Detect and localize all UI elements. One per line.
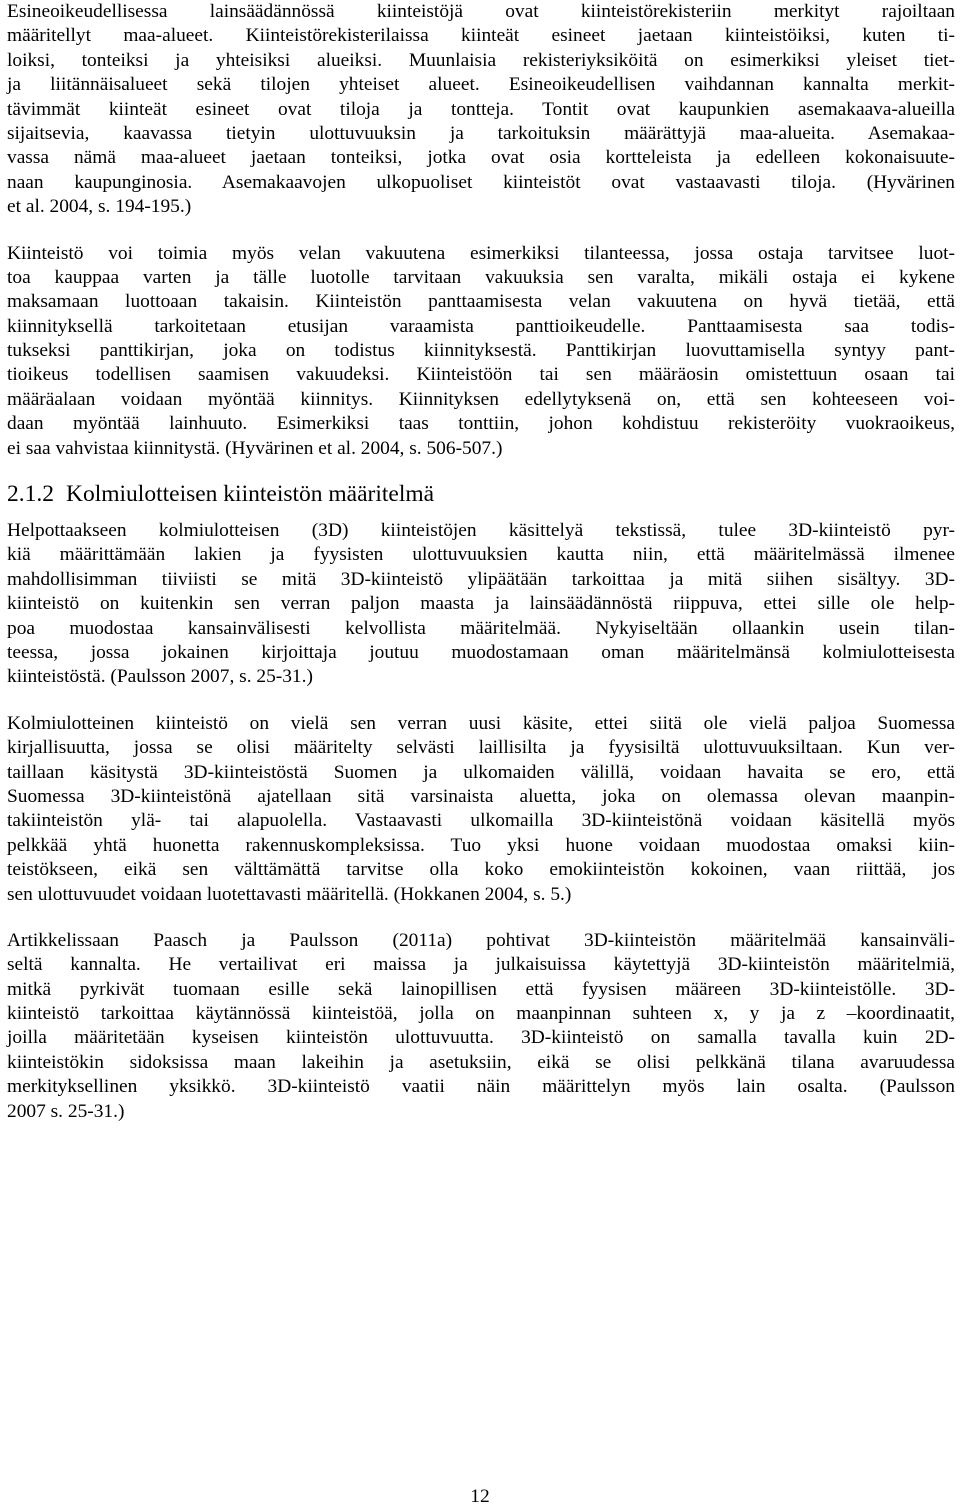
- text-line: naan kaupunginosia. Asemakaavojen ulkopuoliset kiinteistöt ovat vastaavasti tiloja. (Hyvärinen: [7, 171, 955, 193]
- text-line: loiksi, tonteiksi ja yhteisiksi alueiksi. Muunlaisia rekisteriyksiköitä on esimerkiksi yleiset tiet-: [7, 49, 955, 71]
- text-line: merkityksellinen yksikkö. 3D-kiinteistö vaatii näin määrittelyn myös lain osalta. (Paulsson: [7, 1076, 955, 1098]
- text-line: määräalaan voidaan myöntää kiinnitys. Kiinnityksen edellytyksenä on, että sen kohteeseen voi-: [7, 388, 955, 410]
- text-line: mitkä pyrkivät tuomaan esille sekä lainopillisen että fyysisen määreen 3D-kiinteistölle. 3D-: [7, 978, 955, 1000]
- paragraph-3d-international: [7, 929, 955, 1124]
- section-title: Kolmiulotteisen kiinteistön määritelmä: [66, 481, 435, 508]
- text-line: 2007 s. 25-31.): [7, 1100, 125, 1122]
- text-line: et al. 2004, s. 194-195.): [7, 196, 192, 218]
- text-line: kiinteistökin sidoksissa maan lakeihin ja asetuksiin, eikä se olisi pelkkänä tilana avaruudessa: [7, 1051, 955, 1073]
- section-number: 2.1.2: [7, 481, 54, 508]
- text-line: kiä määrittämään lakien ja fyysisten ulottuvuuksien kautta niin, että määritelmässä ilmenee: [7, 544, 955, 566]
- paragraph-mortgage: [7, 242, 955, 462]
- text-line: kirjallisuutta, jossa se olisi määritelty selvästi laillisilta ja fyysisiltä ulottuvuuksiltaan. Kun ver-: [7, 737, 955, 759]
- paragraph-real-property-definition: [7, 0, 955, 220]
- text-line: Helpottaakseen kolmiulotteisen (3D) kiinteistöjen käsittelyä tekstissä, tulee 3D-kiinteistö pyr-: [7, 520, 955, 542]
- text-line: ei saa vahvistaa kiinnitystä. (Hyvärinen et al. 2004, s. 506-507.): [7, 437, 503, 459]
- text-line: joilla määritetään kyseisen kiinteistön ulottuvuutta. 3D-kiinteistö on samalla tavalla kuin 2D-: [7, 1027, 955, 1049]
- text-line: tioikeus todellisen saamisen vakuudeksi. Kiinteistöön tai sen määräosin omistettuun osaan tai: [7, 364, 955, 386]
- text-line: määritellyt maa-alueet. Kiinteistörekisterilaissa kiinteät esineet jaetaan kiinteistöiksi, kuten ti-: [7, 25, 955, 47]
- text-line: mahdollisimman tiiviisti se mitä 3D-kiinteistö ylipäätään tarkoittaa ja mitä siihen sisältyy. 3D-: [7, 568, 955, 590]
- text-line: maksamaan luottoaan takaisin. Kiinteistön panttaamisesta velan vakuutena on hyvä tietää, että: [7, 291, 955, 313]
- paragraph-3d-intro: [7, 519, 955, 690]
- document-page: [7, 0, 955, 1124]
- text-line: ja liitännäisalueet sekä tilojen yhteiset alueet. Esineoikeudellisen vaihdannan kannalta merkit-: [7, 74, 955, 96]
- text-line: pelkkää yhtä huonetta rakennuskompleksissa. Tuo yksi huone voidaan muodostaa omaksi kiin-: [7, 834, 955, 856]
- paragraph-3d-finland: [7, 712, 955, 907]
- text-line: teessa, jossa jokainen kirjoittaja joutuu muodostamaan oman määritelmänsä kolmiulotteisesta: [7, 641, 955, 663]
- text-line: takiinteistön ylä- tai alapuolella. Vastaavasti ulkomailla 3D-kiinteistönä voidaan käsitellä myös: [7, 810, 955, 832]
- text-line: Suomessa 3D-kiinteistönä ajatellaan sitä varsinaista aluetta, joka on olemassa olevan maanpin-: [7, 785, 955, 807]
- text-line: tävimmät kiinteät esineet ovat tiloja ja tontteja. Tontit ovat kaupunkien asemakaava-alueilla: [7, 98, 955, 120]
- text-line: kiinteistöstä. (Paulsson 2007, s. 25-31.): [7, 666, 313, 688]
- text-line: tukseksi panttikirjan, joka on todistus kiinnityksestä. Panttikirjan luovuttamisella syntyy pant-: [7, 340, 955, 362]
- text-line: kiinteistö tarkoittaa käytännössä kiinteistöä, jolla on maanpinnan suhteen x, y ja z –koordinaatit,: [7, 1003, 955, 1025]
- text-line: seltä kannalta. He vertailivat eri maissa ja julkaisuissa käytettyjä 3D-kiinteistön määritelmiä,: [7, 954, 955, 976]
- text-line: Esineoikeudellisessa lainsäädännössä kiinteistöjä ovat kiinteistörekisteriin merkityt rajoiltaan: [7, 1, 955, 22]
- text-line: Artikkelissaan Paasch ja Paulsson (2011a) pohtivat 3D-kiinteistön määritelmää kansainväli-: [7, 929, 955, 951]
- page-number: 12: [470, 1486, 490, 1507]
- text-line: Kiinteistö voi toimia myös velan vakuutena esimerkiksi tilanteessa, jossa ostaja tarvitsee luot-: [7, 242, 955, 264]
- text-line: poa muodostaa kansainvälisesti kelvollista määritelmää. Nykyiseltään ollaankin usein tilan-: [7, 617, 955, 639]
- text-line: Kolmiulotteinen kiinteistö on vielä sen verran uusi käsite, ettei siitä ole vielä paljoa Suomessa: [7, 712, 955, 734]
- text-line: sen ulottuvuudet voidaan luotettavasti määritellä. (Hokkanen 2004, s. 5.): [7, 883, 572, 905]
- text-line: taillaan käsitystä 3D-kiinteistöstä Suomen ja ulkomaiden välillä, voidaan havaita se ero, että: [7, 761, 955, 783]
- text-line: toa kauppaa varten ja tälle luotolle tarvitaan vakuuksia sen varalta, mikäli ostaja ei kykene: [7, 266, 955, 288]
- text-line: teistökseen, eikä sen välttämättä tarvitse olla koko emokiinteistön kokoinen, vaan riittää, jos: [7, 859, 955, 881]
- text-line: kiinnityksellä tarkoitetaan etusijan varaamista panttioikeudelle. Panttaamisesta saa todis-: [7, 315, 955, 337]
- text-line: kiinteistö on kuitenkin sen verran paljon maasta ja lainsäädännöstä riippuva, ettei sille ole help-: [7, 593, 955, 615]
- text-line: vassa nämä maa-alueet jaetaan tonteiksi, jotka ovat osia kortteleista ja edelleen kokonaisuute-: [7, 147, 955, 169]
- text-line: sijaitsevia, kaavassa tietyin ulottuvuuksin ja tarkoituksin määrättyjä maa-alueita. Asemakaa-: [7, 122, 955, 144]
- section-heading: [7, 479, 955, 509]
- text-line: daan myöntää lainhuuto. Esimerkiksi taas tonttiin, johon kohdistuu rekisteröity vuokraoikeus,: [7, 413, 955, 435]
